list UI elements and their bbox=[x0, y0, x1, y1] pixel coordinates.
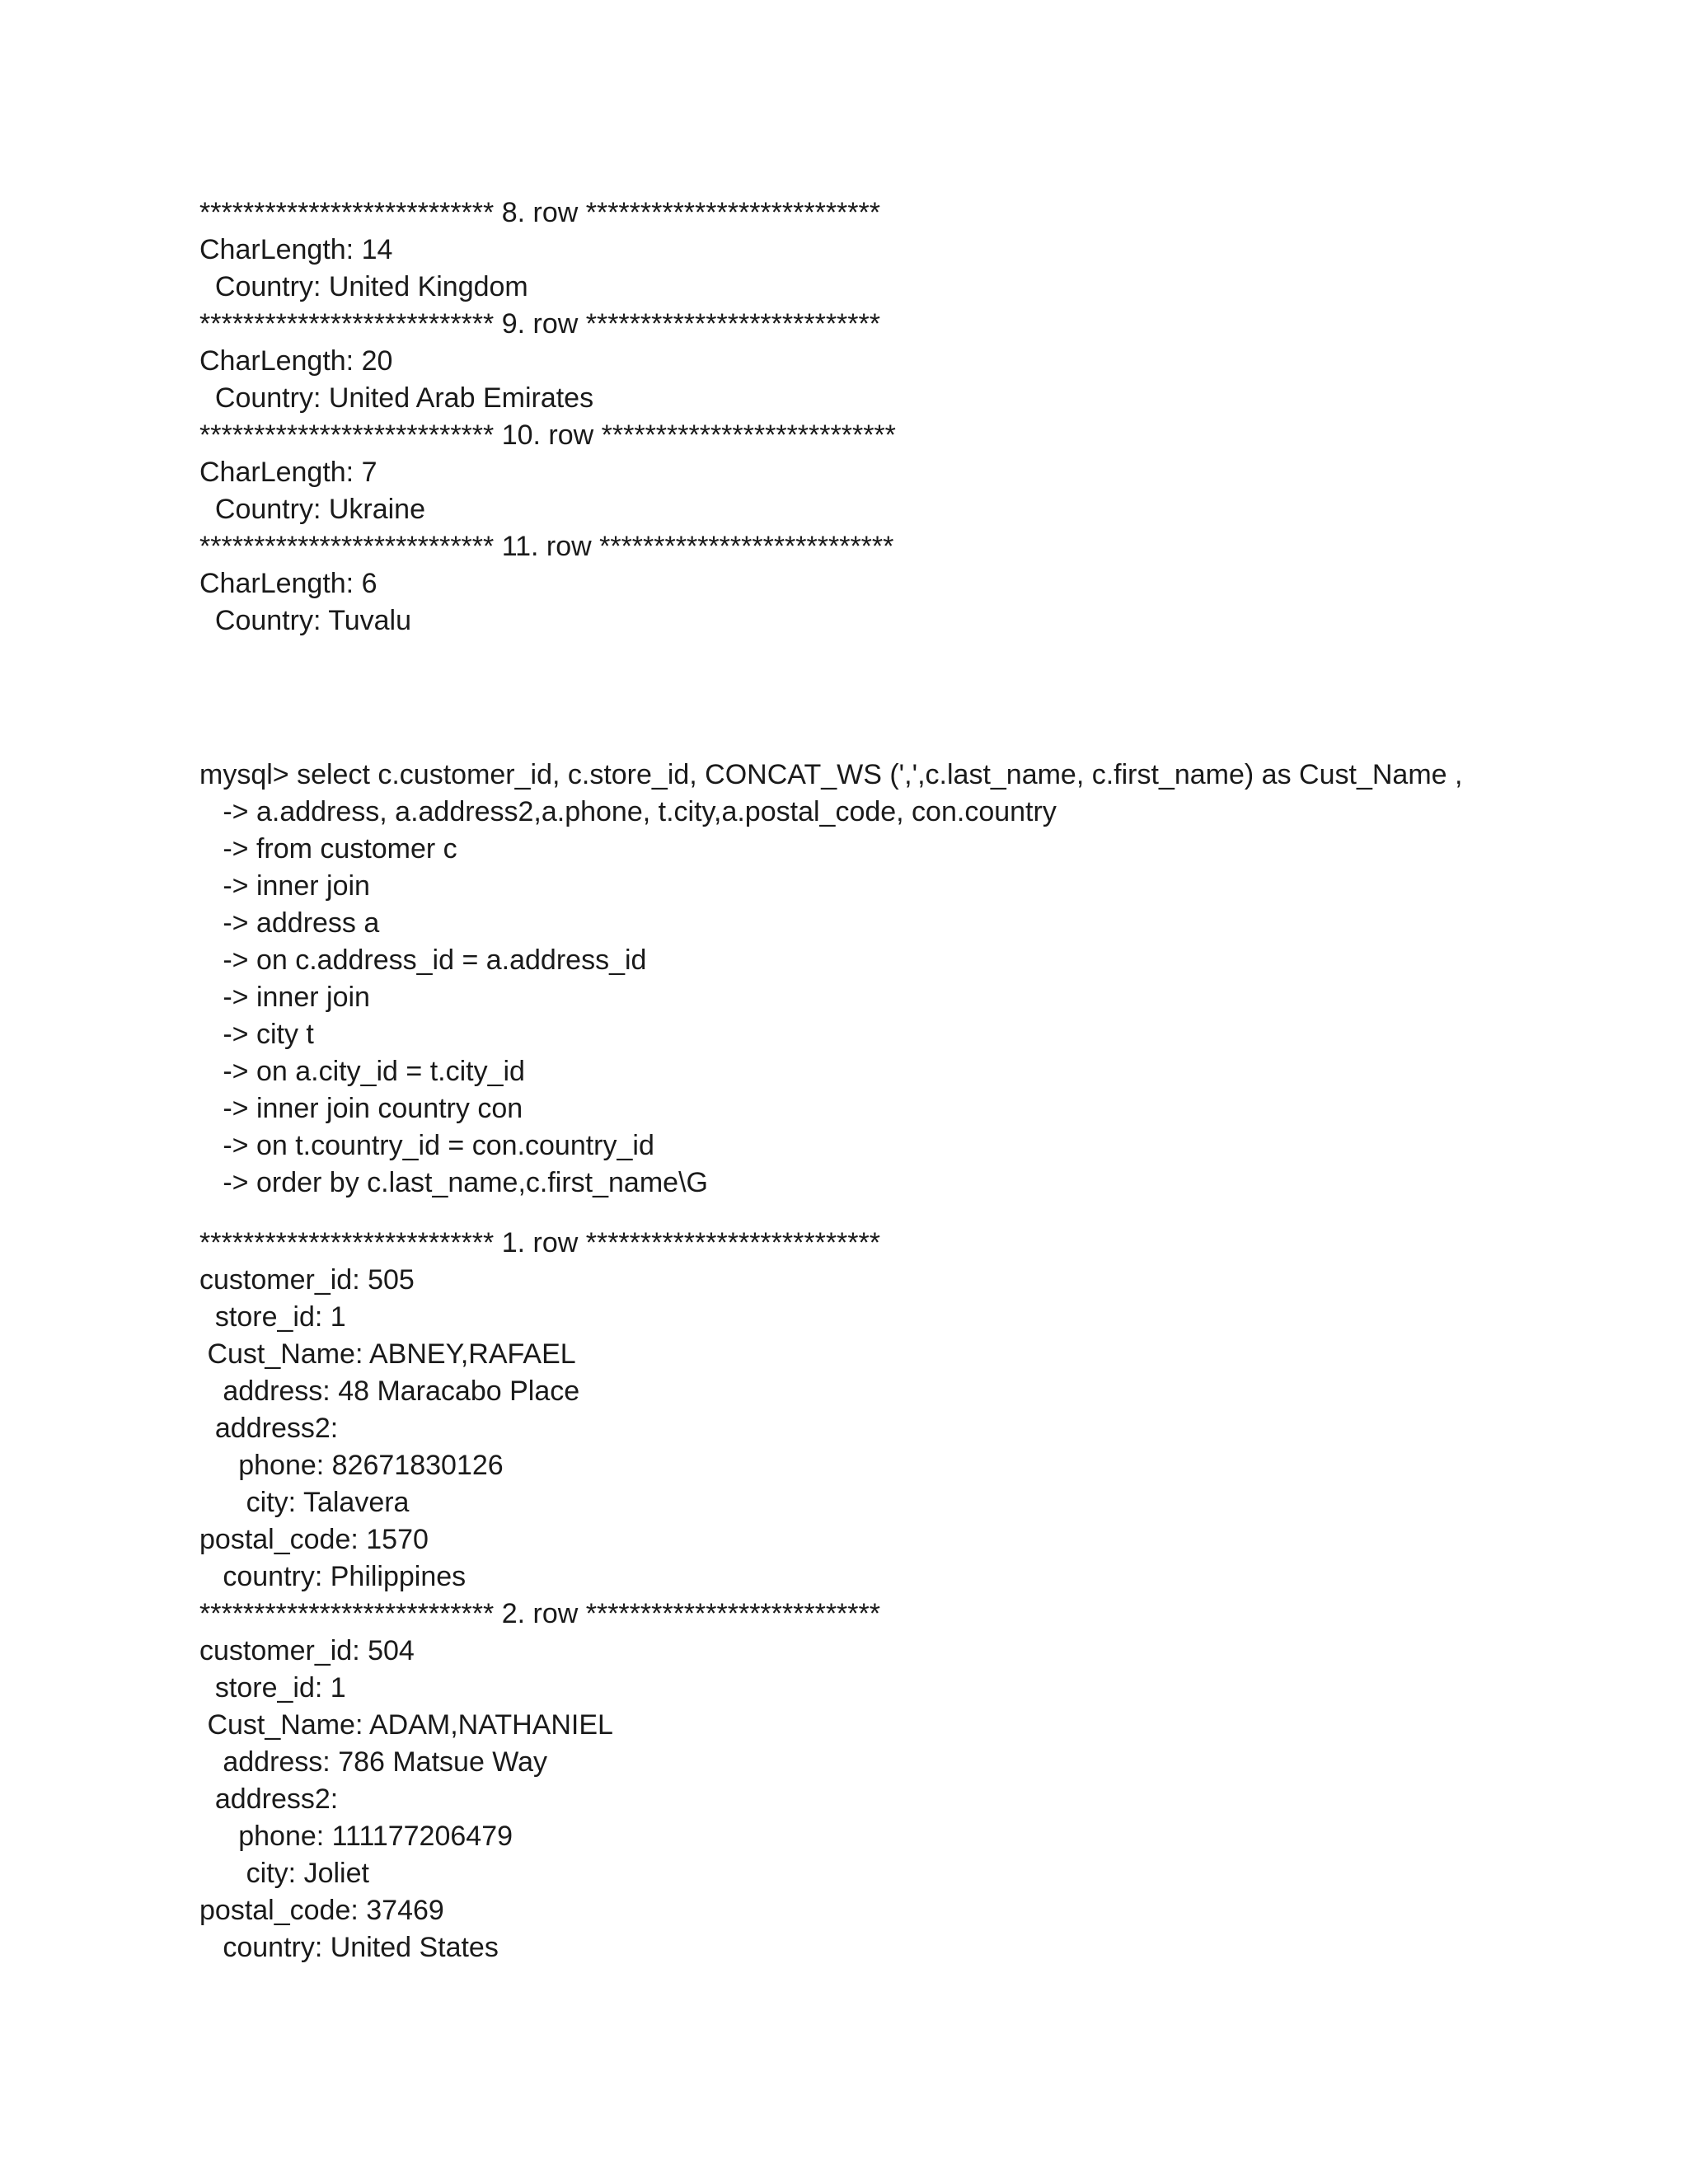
address-value: address: 48 Maracabo Place bbox=[199, 1376, 580, 1407]
query-line: -> from customer c bbox=[199, 833, 457, 865]
address2-value: address2: bbox=[199, 1413, 339, 1444]
store-id-value: store_id: 1 bbox=[199, 1301, 346, 1333]
spacer bbox=[199, 640, 1601, 757]
cust-name-value: Cust_Name: ABNEY,RAFAEL bbox=[199, 1338, 576, 1370]
row-separator: *************************** 10. row *************************** bbox=[199, 419, 896, 451]
query-line: -> inner join country con bbox=[199, 1093, 523, 1124]
postal-code-value: postal_code: 37469 bbox=[199, 1895, 444, 1926]
postal-code-value: postal_code: 1570 bbox=[199, 1524, 429, 1555]
query-line: -> city t bbox=[199, 1019, 314, 1050]
customer-result-row bbox=[199, 1596, 1601, 1966]
query-line: -> a.address, a.address2,a.phone, t.city,a.postal_code, con.country bbox=[199, 796, 1057, 827]
phone-value: phone: 111177206479 bbox=[199, 1821, 513, 1852]
country-value: Country: United Kingdom bbox=[199, 271, 528, 302]
customer-result-row bbox=[199, 1225, 1601, 1596]
row-separator: *************************** 1. row *************************** bbox=[199, 1227, 880, 1258]
query-line: -> address a bbox=[199, 907, 380, 939]
query-line: -> order by c.last_name,c.first_name\G bbox=[199, 1167, 708, 1198]
address2-value: address2: bbox=[199, 1783, 339, 1815]
charlength-value: CharLength: 14 bbox=[199, 234, 393, 265]
query-line: -> on a.city_id = t.city_id bbox=[199, 1056, 525, 1087]
query-line: -> inner join bbox=[199, 870, 370, 902]
row-separator: *************************** 8. row *************************** bbox=[199, 197, 880, 228]
spacer bbox=[199, 1202, 1601, 1225]
charlength-value: CharLength: 6 bbox=[199, 568, 377, 599]
query-line: mysql> select c.customer_id, c.store_id, CONCAT_WS (',',c.last_name, c.first_name) as Cust_Name , bbox=[199, 759, 1463, 790]
country-value: Country: Ukraine bbox=[199, 494, 425, 525]
query-line: -> on t.country_id = con.country_id bbox=[199, 1130, 654, 1161]
first-result-row bbox=[199, 528, 1601, 640]
document-page bbox=[199, 194, 1601, 1966]
country-value: country: United States bbox=[199, 1932, 499, 1963]
country-value: Country: Tuvalu bbox=[199, 605, 412, 636]
charlength-value: CharLength: 7 bbox=[199, 457, 377, 488]
customer-id-value: customer_id: 505 bbox=[199, 1264, 415, 1296]
row-separator: *************************** 2. row *************************** bbox=[199, 1598, 880, 1629]
query-line: -> inner join bbox=[199, 982, 370, 1013]
charlength-value: CharLength: 20 bbox=[199, 345, 393, 377]
customer-id-value: customer_id: 504 bbox=[199, 1635, 415, 1666]
first-result-row bbox=[199, 417, 1601, 528]
store-id-value: store_id: 1 bbox=[199, 1672, 346, 1704]
row-separator: *************************** 11. row *************************** bbox=[199, 531, 894, 562]
city-value: city: Joliet bbox=[199, 1858, 369, 1889]
phone-value: phone: 82671830126 bbox=[199, 1450, 504, 1481]
first-result-row bbox=[199, 306, 1601, 417]
first-result-row bbox=[199, 194, 1601, 306]
cust-name-value: Cust_Name: ADAM,NATHANIEL bbox=[199, 1709, 613, 1741]
country-value: country: Philippines bbox=[199, 1561, 467, 1592]
sql-query bbox=[199, 757, 1601, 1202]
city-value: city: Talavera bbox=[199, 1487, 410, 1518]
address-value: address: 786 Matsue Way bbox=[199, 1746, 548, 1778]
query-line: -> on c.address_id = a.address_id bbox=[199, 944, 647, 976]
row-separator: *************************** 9. row *************************** bbox=[199, 308, 880, 340]
country-value: Country: United Arab Emirates bbox=[199, 382, 594, 414]
